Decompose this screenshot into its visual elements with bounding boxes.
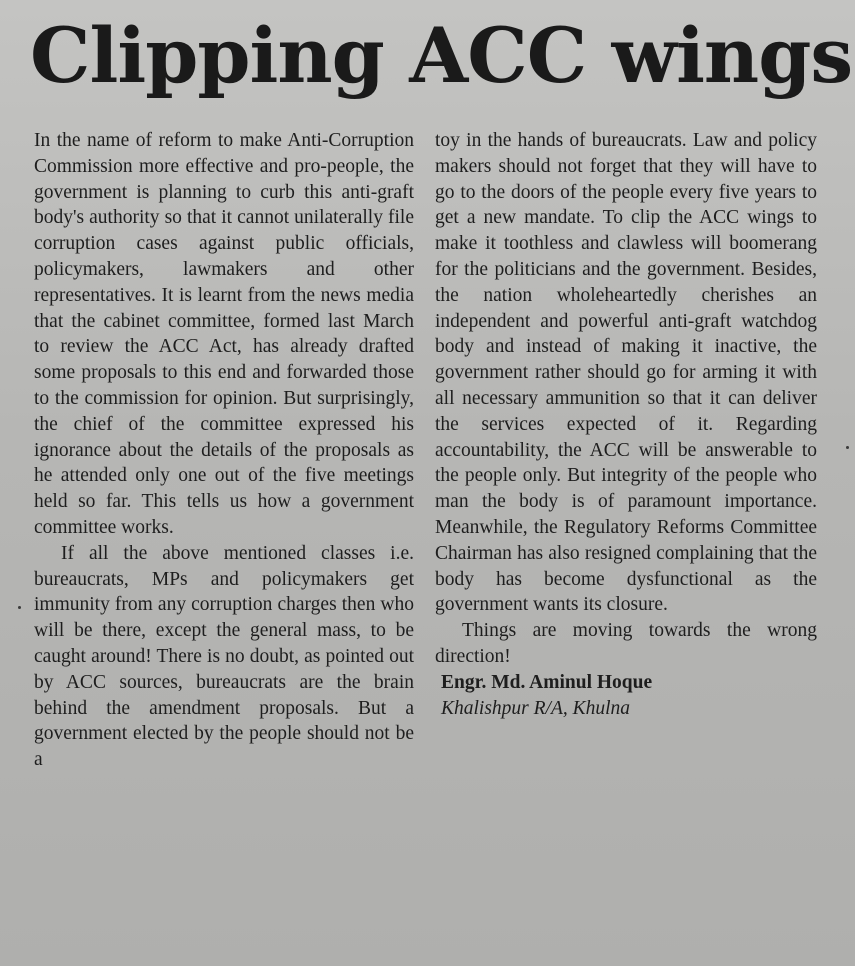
body-paragraph: In the name of reform to make Anti-Corruption Commission more effective and pro-people, the government is planning to curb this anti-graft body's authority so that it cannot unilaterally file corruption cases against public officials, policymakers, lawmakers and other representatives. It is learnt from the news media that the cabinet committee, formed last March to review the ACC Act, has already drafted some proposals to this end and forwarded those to the commission for opinion. But surprisingly, the chief of the committee expressed his ignorance about the details of the proposals as he attended only one out of the five meetings held so far. This tells us how a government committee works.: [34, 130, 414, 538]
print-speck: [18, 606, 21, 609]
body-paragraph: Things are moving towards the wrong direction!: [435, 620, 817, 667]
author-location: Khalishpur R/A, Khulna: [441, 697, 631, 719]
body-paragraph: toy in the hands of bureaucrats. Law and policy makers should not forget that they will have to go to the doors of the people every five years to get a new mandate. To clip the ACC wings to make it toothless and clawless will boomerang for the politicians and the government. Besides, the nation wholeheartedly cherishes an independent and powerful anti-graft watchdog body and instead of making it inactive, the government rather should go for arming it with all necessary ammunition so that it can deliver the services expected of it. Regarding accountability, the ACC will be answerable to the people only. But integrity of the people who man the body is of paramount importance. Meanwhile, the Regulatory Reforms Committee Chairman has also resigned complaining that the body has become dysfunctional as the government wants its closure.: [435, 130, 817, 616]
print-speck: [846, 446, 849, 449]
article-headline: Clipping ACC wings: [30, 11, 853, 100]
body-paragraph: If all the above mentioned classes i.e. bureaucrats, MPs and policymakers get immunity from any corruption charges then who will be there, except the general mass, to be caught around! There is no doubt, as pointed out by ACC sources, bureaucrats are the brain behind the amendment proposals. But a government elected by the people should not be a: [34, 542, 414, 771]
author-name: Engr. Md. Aminul Hoque: [441, 671, 653, 693]
left-column: [34, 128, 414, 773]
right-column: [435, 128, 817, 721]
